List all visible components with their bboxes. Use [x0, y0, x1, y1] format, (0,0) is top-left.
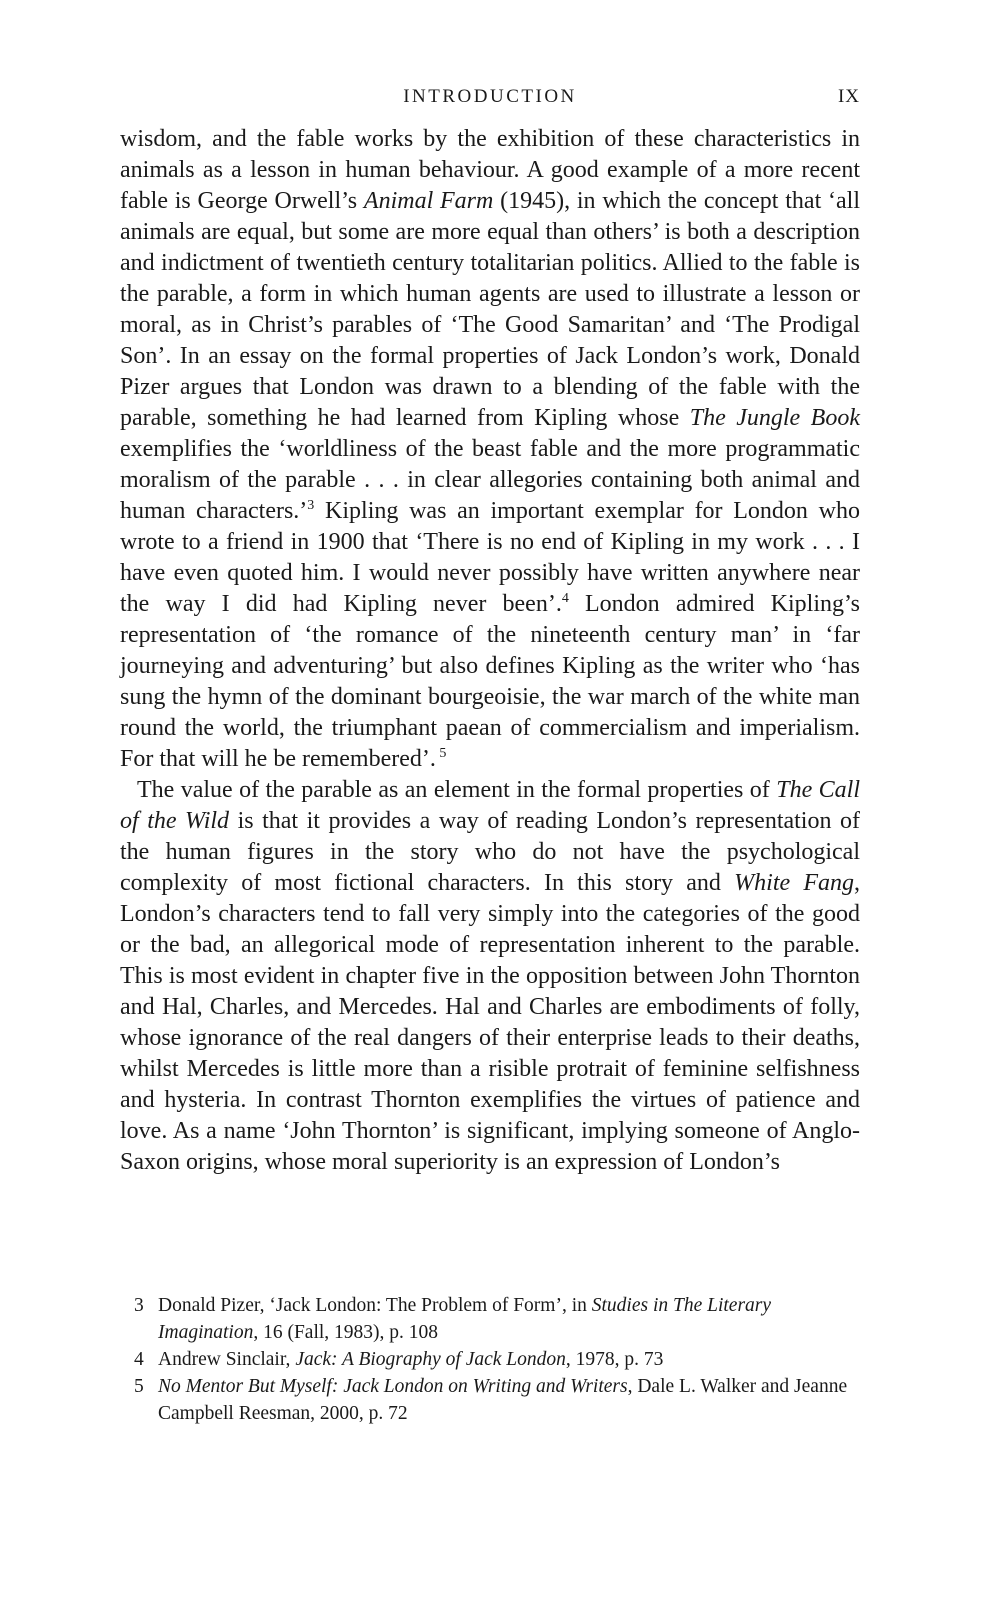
italic-title: Studies in The Literary Imagination	[158, 1295, 772, 1343]
footnote-text	[158, 1295, 771, 1343]
running-head-title: INTRODUCTION	[403, 86, 577, 107]
text-run: , London’s characters tend to fall very simply into the categories of the good or the bad, an allegorical mode of representation inherent to the parable. This is most evident in chapter five in the opposition between John Thornton and Hal, Charles, and Mercedes. Hal and Charles are embodiments of folly, whose ignorance of the real dangers of their enterprise leads to their deaths, whilst Mercedes is little more than a risible protrait of feminine selfishness and hysteria. In contrast Thornton exemplifies the virtues of patience and love. As a name ‘John Thornton’ is significant, implying someone of Anglo-Saxon origins, whose moral superiority is an expression of London’s	[120, 870, 861, 1175]
text-run: Donald Pizer, ‘Jack London: The Problem of Form’, in	[158, 1295, 592, 1316]
running-head	[120, 84, 860, 114]
page-number: IX	[837, 86, 860, 107]
italic-title: White Fang	[734, 870, 855, 896]
text-run: Kipling was an important exemplar for London who wrote to a friend in 1900 that ‘There is no end of Kipling in my work . . . I have even quoted him. I would never possibly have written anywhere near the way I did had Kipling never been’.	[120, 498, 860, 617]
text-run: , Dale L. Walker and Jeanne Campbell Reesman, 2000, p. 72	[158, 1376, 848, 1424]
italic-title: No Mentor But Myself: Jack London on Writing and Writers	[158, 1376, 628, 1397]
footnote-number: 5	[134, 1376, 144, 1397]
text-run: is that it provides a way of reading London’s representation of the human figures in the story who do not have the psychological complexity of most fictional characters. In this story and	[120, 808, 860, 896]
footnote-number: 4	[134, 1349, 144, 1370]
text-run: (1945), in which the concept that ‘all animals are equal, but some are more equal than others’ is both a description and indictment of twentieth century totalitarian politics. Allied to the fable is the parable, a form in which human agents are used to illustrate a lesson or moral, as in Christ’s parables of ‘The Good Samaritan’ and ‘The Prodigal Son’. In an essay on the formal properties of Jack London’s work, Donald Pizer argues that London was drawn to a blending of the fable with the parable, something he had learned from Kipling whose	[120, 188, 860, 431]
footnotes	[120, 1292, 860, 1427]
paragraph	[120, 775, 860, 1178]
text-run: The value of the parable as an element in the formal properties of	[137, 777, 777, 803]
footnote	[120, 1373, 860, 1427]
footnote-text	[158, 1376, 847, 1424]
body-text	[120, 124, 860, 1178]
footnote-text	[158, 1349, 663, 1370]
text-run: London admired Kipling’s representation of ‘the romance of the nineteenth century man’ in ‘far journeying and adventuring’ but also defines Kipling as the writer who ‘has sung the hymn of the dominant bourgeoisie, the war march of the white man round the world, the triumphant paean of commercialism and imperialism. For that will he be remembered’.	[120, 591, 861, 772]
italic-title: Animal Farm	[363, 188, 494, 214]
text-run: Andrew Sinclair,	[158, 1349, 296, 1370]
text-run: , 1978, p. 73	[565, 1349, 664, 1370]
italic-title: Jack: A Biography of Jack London	[295, 1349, 566, 1370]
paragraph	[120, 124, 860, 775]
footnote-number: 3	[134, 1295, 144, 1316]
footnote-reference: 4	[561, 591, 569, 606]
italic-title: The Jungle Book	[689, 405, 860, 431]
footnote-reference: 5	[435, 746, 447, 761]
text-run: , 16 (Fall, 1983), p. 108	[253, 1322, 439, 1343]
footnote-reference: 3	[307, 498, 315, 513]
text-run: wisdom, and the fable works by the exhibition of these characteristics in animals as a lesson in human behaviour. A good example of a more recent fable is George Orwell’s	[120, 126, 860, 214]
footnote	[120, 1346, 860, 1373]
italic-title: The Call of the Wild	[120, 777, 860, 834]
footnote	[120, 1292, 860, 1346]
text-run: exemplifies the ‘worldliness of the beast fable and the more programmatic moralism of the parable . . . in clear allegories containing both animal and human characters.’	[120, 436, 860, 524]
